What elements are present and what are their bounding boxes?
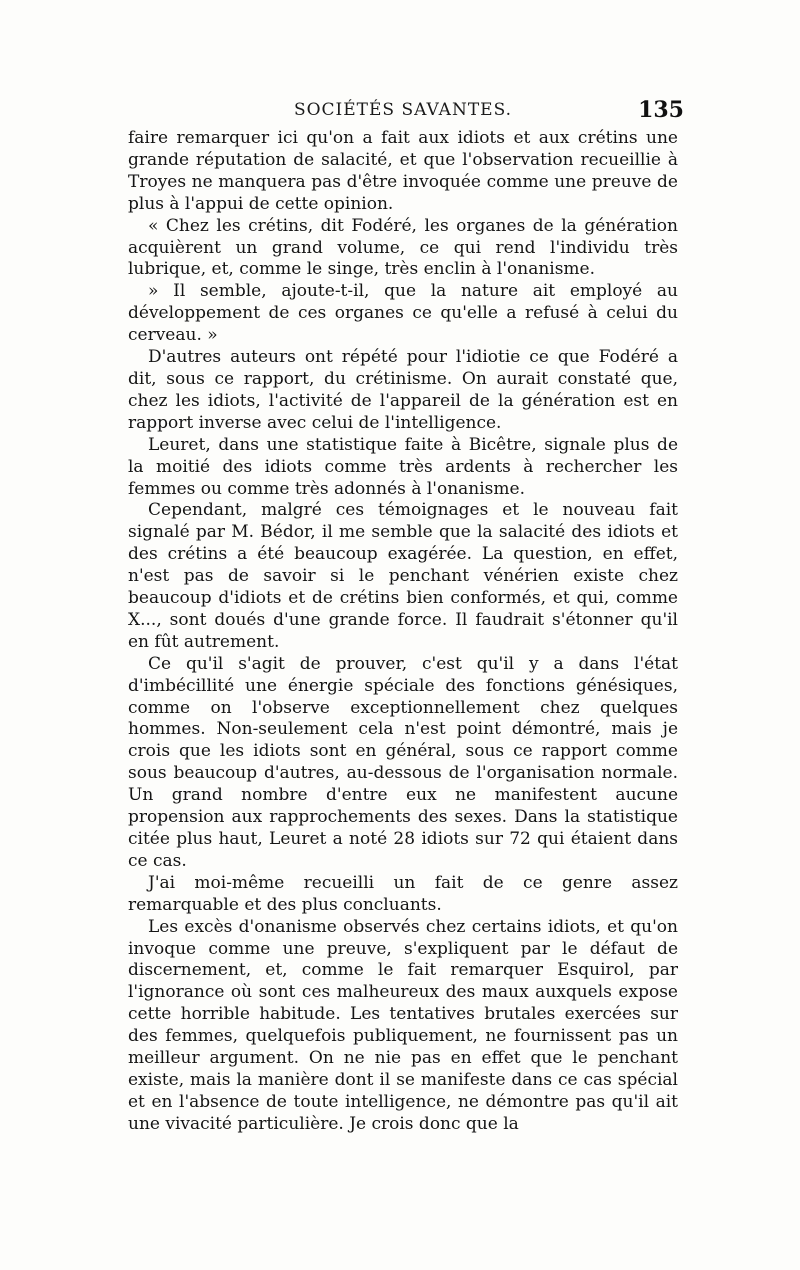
paragraph: Les excès d'onanisme observés chez certains idiots, et qu'on invoque comme une preuve, s'expliquent par le défaut de discernement, et, comme le fait remarquer Esquirol, par l'ignorance où sont ces malheureux des maux auxquels expose cette horrible habitude. Les tentatives brutales exercées sur des femmes, quelquefois publiquement, ne fournissent pas un meilleur argument. On ne nie pas en effet que le penchant existe, mais la manière dont il se manifeste dans ce cas spécial et en l'absence de toute intelligence, ne démontre pas qu'il ait une vivacité particulière. Je crois donc que la (128, 916, 678, 1134)
paragraph: faire remarquer ici qu'on a fait aux idiots et aux crétins une grande réputation de salacité, et que l'observation recueillie à Troyes ne manquera pas d'être invoquée comme une preuve de plus à l'appui de cette opinion. (128, 128, 678, 214)
body-text (128, 128, 678, 1136)
paragraph: « Chez les crétins, dit Fodéré, les organes de la génération acquièrent un grand volume, ce qui rend l'individu très lubrique, et, comme le singe, très enclin à l'onanisme. (128, 215, 678, 280)
paragraph: Ce qu'il s'agit de prouver, c'est qu'il y a dans l'état d'imbécillité une énergie spéciale des fonctions génésiques, comme on l'observe exceptionnellement chez quelques hommes. Non-seulement cela n'est point démontré, mais je crois que les idiots sont en général, sous ce rapport comme sous beaucoup d'autres, au-dessous de l'organisation normale. Un grand nombre d'entre eux ne manifestent aucune propension aux rapprochements des sexes. Dans la statistique citée plus haut, Leuret a noté 28 idiots sur 72 qui étaient dans ce cas. (128, 653, 678, 871)
paragraph: Cependant, malgré ces témoignages et le nouveau fait signalé par M. Bédor, il me semble que la salacité des idiots et des crétins a été beaucoup exagérée. La question, en effet, n'est pas de savoir si le penchant vénérien existe chez beaucoup d'idiots et de crétins bien conformés, et qui, comme X..., sont doués d'une grande force. Il faudrait s'étonner qu'il en fût autrement. (128, 500, 678, 652)
running-title: SOCIÉTÉS SAVANTES. (293, 100, 513, 120)
running-head (128, 97, 684, 130)
paragraph: » Il semble, ajoute-t-il, que la nature ait employé au développement de ces organes ce qu'elle a refusé à celui du cerveau. » (128, 281, 678, 346)
paragraph: Leuret, dans une statistique faite à Bicêtre, signale plus de la moitié des idiots comme très ardents à rechercher les femmes ou comme très adonnés à l'onanisme. (128, 434, 678, 499)
page-number: 135 (638, 97, 684, 123)
paragraph: D'autres auteurs ont répété pour l'idiotie ce que Fodéré a dit, sous ce rapport, du crétinisme. On aurait constaté que, chez les idiots, l'activité de l'appareil de la génération est en rapport inverse avec celui de l'intelligence. (128, 347, 678, 433)
paragraph: J'ai moi-même recueilli un fait de ce genre assez remarquable et des plus concluants. (128, 872, 678, 915)
